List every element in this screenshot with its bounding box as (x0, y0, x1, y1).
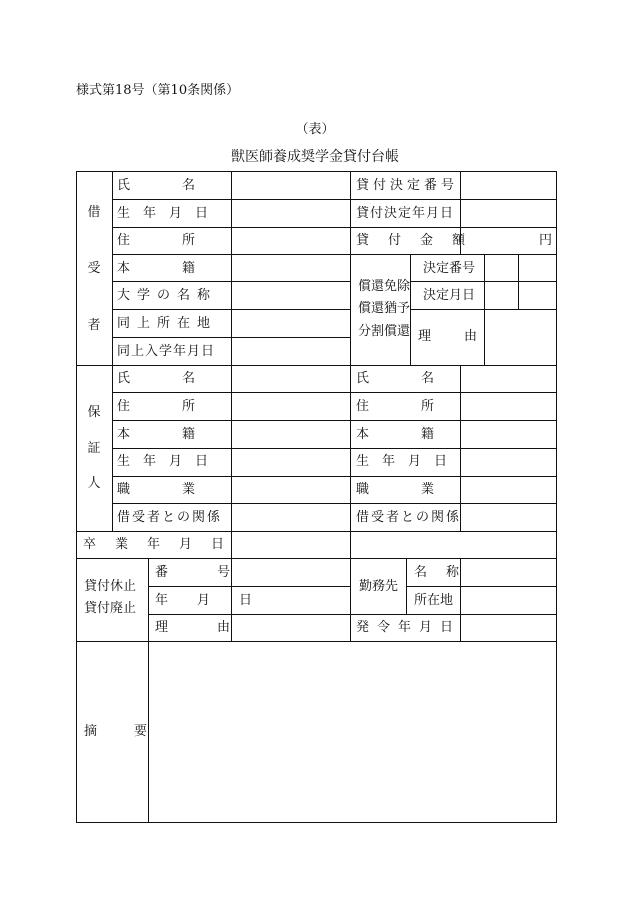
amount-unit: 円 (539, 233, 553, 248)
guarantor-birthdate-label: 生 年 月 日 (117, 454, 209, 469)
decision-number-label: 貸付決定番号 (356, 178, 459, 193)
guarantor-group-char-1: 保 (87, 405, 101, 420)
borrower-group-char-1: 借 (87, 205, 101, 220)
exemption-label-1: 償還免除 (358, 279, 411, 294)
form-id: 様式第18号（第10条関係） (76, 83, 240, 98)
university-name-label: 大学の名称 (117, 288, 218, 303)
guarantor2-domicile-label: 本 籍 (356, 427, 435, 442)
enrollment-date-label: 同上入学年月日 (117, 344, 216, 359)
reason-label: 理 由 (418, 329, 488, 344)
guarantor2-birthdate-label: 生 年 月 日 (356, 454, 448, 469)
borrower-group-char-3: 者 (87, 318, 101, 333)
guarantor2-name-label: 氏 名 (356, 371, 435, 386)
suspension-label-1: 貸付休止 (84, 579, 137, 594)
order-date-label: 発令年月日 (356, 620, 462, 635)
remarks-label: 摘 要 (84, 724, 160, 739)
borrower-domicile-label: 本 籍 (117, 261, 196, 276)
borrower-birthdate-label: 生 年 月 日 (117, 206, 209, 221)
form-title: 獣医師養成奨学金貸付台帳 (231, 149, 399, 165)
side-label: （表） (295, 122, 335, 137)
employer-label: 勤務先 (359, 579, 399, 594)
suspension-number-label: 番 号 (155, 565, 249, 580)
guarantor-group-char-3: 人 (87, 476, 101, 491)
guarantor-group-char-2: 証 (87, 441, 101, 456)
borrower-name-label: 氏 名 (117, 178, 196, 193)
guarantor-address-label: 住 所 (117, 399, 196, 414)
guarantor-domicile-label: 本 籍 (117, 427, 196, 442)
guarantor2-relation-label: 借受者との関係 (356, 510, 462, 525)
suspension-date-label: 年 月 日 (155, 593, 261, 608)
employer-name-label: 名 称 (414, 565, 463, 580)
employer-location-label: 所在地 (414, 593, 454, 608)
exemption-label-3: 分割償還 (358, 324, 411, 339)
university-location-label: 同上所在地 (117, 316, 218, 331)
borrower-address-label: 住 所 (117, 233, 196, 248)
guarantor-name-label: 氏 名 (117, 371, 196, 386)
decision-no-label: 決定番号 (423, 261, 476, 276)
exemption-label-2: 償還猶予 (358, 301, 411, 316)
suspension-label-2: 貸付廃止 (84, 601, 137, 616)
decision-date-label: 貸付決定年月日 (356, 206, 455, 221)
graduation-date-label: 卒業年月日 (83, 537, 244, 552)
suspension-reason-label: 理 由 (155, 620, 249, 635)
decision-month-day-label: 決定月日 (423, 288, 476, 303)
guarantor-relation-label: 借受者との関係 (117, 510, 223, 525)
guarantor2-occupation-label: 職 業 (356, 482, 435, 497)
loan-amount-label: 貸付金額 (356, 233, 485, 248)
guarantor-occupation-label: 職 業 (117, 482, 196, 497)
borrower-group-char-2: 受 (87, 261, 101, 276)
guarantor2-address-label: 住 所 (356, 399, 435, 414)
